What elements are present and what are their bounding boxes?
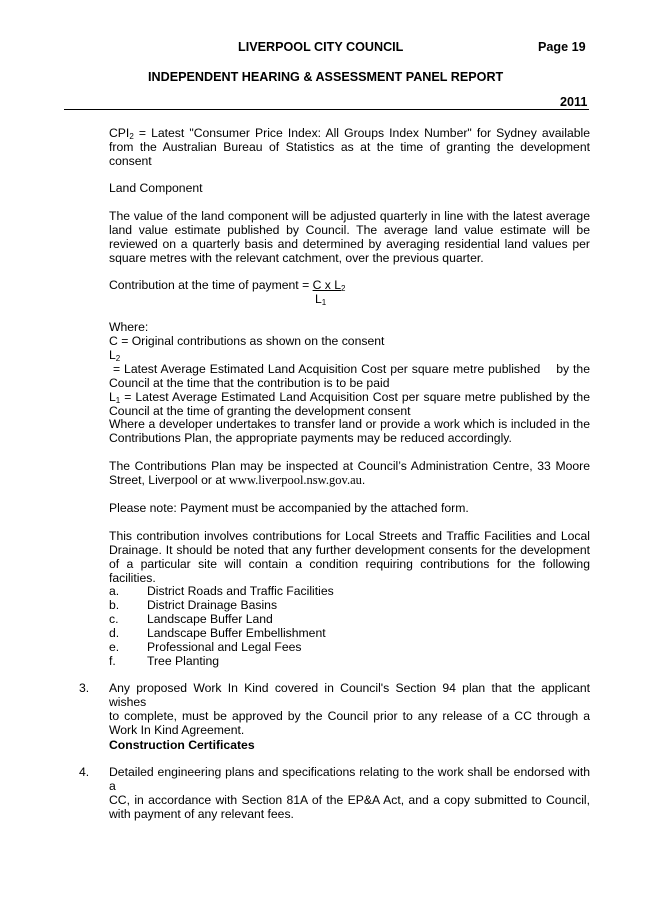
inspect-paragraph: The Contributions Plan may be inspected at Council’s Administration Centre, 33 Moore Street, Liverpool or at www.liverpool.nsw.gov.au. <box>109 459 590 487</box>
item-3-number: 3. <box>79 681 90 695</box>
list-item: d. Landscape Buffer Embellishment <box>109 626 326 640</box>
contribution-formula: Contribution at the time of payment = C x $L_2$ <box>109 278 346 293</box>
item-4-text: Detailed engineering plans and specifications relating to the work shall be endorsed with a CC, in accordance with Section 81A of the EP&A Act, and a copy submitted to Council, with payment of any relevant fees. <box>109 765 590 821</box>
header-rule <box>64 109 589 110</box>
item-4-number: 4. <box>79 765 90 779</box>
list-item: f. Tree Planting <box>109 654 220 668</box>
facilities-list <box>109 584 334 668</box>
council-website-link[interactable]: www.liverpool.nsw.gov.au <box>228 473 362 487</box>
where-block: Where: C = Original contributions as shown on the consent $L_2$ = Latest Average Estimated Land Acquisition Cost per square metre published by the Council at the time that the contribution is to be paid $L_1$ = Latest Average Estimated Land Acquisition Cost per square metre published by the Council at the time of granting the development consent <box>109 320 590 418</box>
land-component-heading: Land Component <box>109 181 203 195</box>
list-item: e. Professional and Legal Fees <box>109 640 302 654</box>
page-number: Page 19 <box>538 40 586 54</box>
transfer-paragraph: Where a developer undertakes to transfer land or provide a work which is included in the Contributions Plan, the appropriate payments may be reduced accordingly. <box>109 417 590 445</box>
item-3-text: Any proposed Work In Kind covered in Council's Section 94 plan that the applicant wishes to complete, must be approved by the Council prior to any release of a CC through a Work In Kind Agreement. <box>109 681 590 737</box>
cpi-definition: $CPI_2$ = Latest "Consumer Price Index: All Groups Index Number" for Sydney available from the Australian Bureau of Statistics as at the time of granting the development consent <box>109 126 590 168</box>
payment-note: Please note: Payment must be accompanied by the attached form. <box>109 501 469 515</box>
list-item: a. District Roads and Traffic Facilities <box>109 584 334 598</box>
formula-numerator: C x $L_2$ <box>312 278 346 293</box>
involves-paragraph: This contribution involves contributions for Local Streets and Traffic Facilities and Local Drainage. It should be noted that any further development consents for the development of a particular site will contain a condition requiring contributions for the following facilities. <box>109 529 590 585</box>
list-item: b. District Drainage Basins <box>109 598 278 612</box>
formula-denominator: $L_1$ <box>315 292 327 307</box>
report-year: 2011 <box>560 95 588 109</box>
construction-certificates-heading: Construction Certificates <box>109 738 255 752</box>
land-paragraph: The value of the land component will be adjusted quarterly in line with the latest average land value estimate published by Council. The average land value estimate will be reviewed on a quarterly basis and determined by averaging residential land values per square metres with the relevant catchment, over the previous quarter. <box>109 209 590 265</box>
report-title: INDEPENDENT HEARING & ASSESSMENT PANEL REPORT <box>148 70 504 84</box>
list-item: c. Landscape Buffer Land <box>109 612 273 626</box>
council-name: LIVERPOOL CITY COUNCIL <box>238 40 404 54</box>
